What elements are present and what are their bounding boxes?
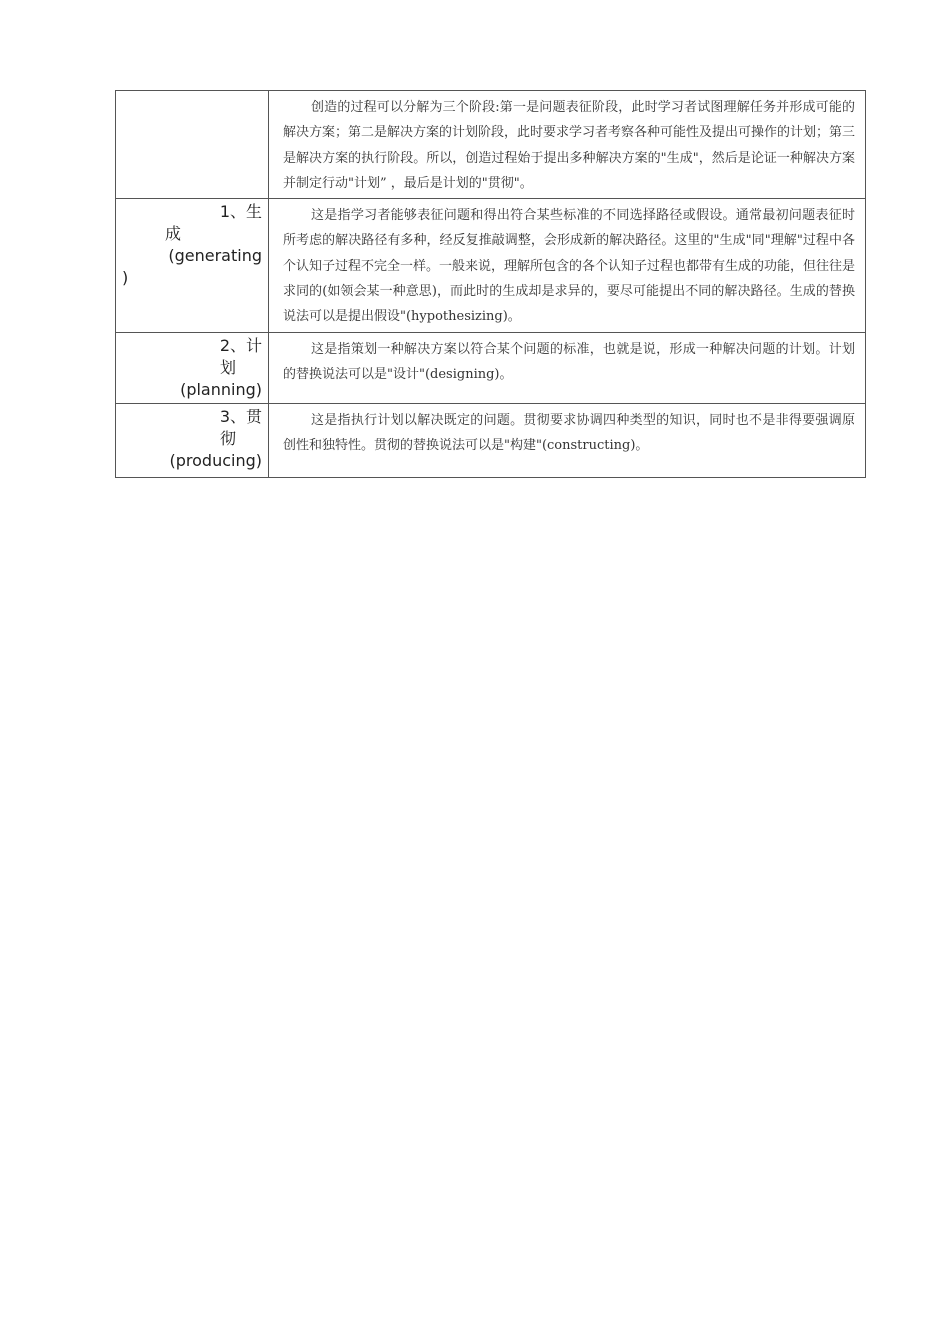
description-cell [269,199,866,332]
description-text: 这是指策划一种解决方案以符合某个问题的标准，也就是说，形成一种解决问题的计划。计划的替换说法可以是"设计"(designing)。 [283,341,855,382]
table-row [116,403,866,477]
term-cell [116,403,269,477]
term-cell [116,332,269,403]
description-cell [269,91,866,199]
description-text: 这是指执行计划以解决既定的问题。贯彻要求协调四种类型的知识，同时也不是非得要强调原创性和独特性。贯彻的替换说法可以是"构建"(constructing)。 [283,412,855,453]
term-line: 成 [164,224,181,244]
term-line: (producing) [169,450,262,470]
term-line: (generating [168,246,262,266]
table-row [116,199,866,332]
term-line: 2、计 [219,335,262,355]
term-line: 彻 [219,428,236,448]
description-cell [269,403,866,477]
table-row [116,91,866,199]
term-line: 1、生 [219,202,262,222]
term-cell [116,91,269,199]
term-line: 3、贯 [219,406,262,426]
term-line: ) [122,268,129,288]
term-line: 划 [219,357,236,377]
table-row [116,332,866,403]
description-text: 这是指学习者能够表征问题和得出符合某些标准的不同选择路径或假设。通常最初问题表征时所考虑的解决路径有多种，经反复推敲调整，会形成新的解决路径。这里的"生成"同"理解"过程中各个认知子过程不完全一样。一般来说，理解所包含的各个认知子过程也都带有生成的功能，但往往是求同的(如领会某一种意思)，而此时的生成却是求异的，要尽可能提出不同的解决路径。生成的替换说法可以是提出假设"(hypothesizing)。 [283,208,856,325]
description-cell [269,332,866,403]
content-table [115,90,866,478]
term-line: (planning) [180,379,262,399]
description-text: 创造的过程可以分解为三个阶段:第一是问题表征阶段，此时学习者试图理解任务并形成可能的解决方案；第二是解决方案的计划阶段，此时要求学习者考察各种可能性及提出可操作的计划；第三是解决方案的执行阶段。所以，创造过程始于提出多种解决方案的"生成"，然后是论证一种解决方案并制定行动"计划” ，最后是计划的"贯彻"。 [283,100,856,191]
term-cell [116,199,269,332]
